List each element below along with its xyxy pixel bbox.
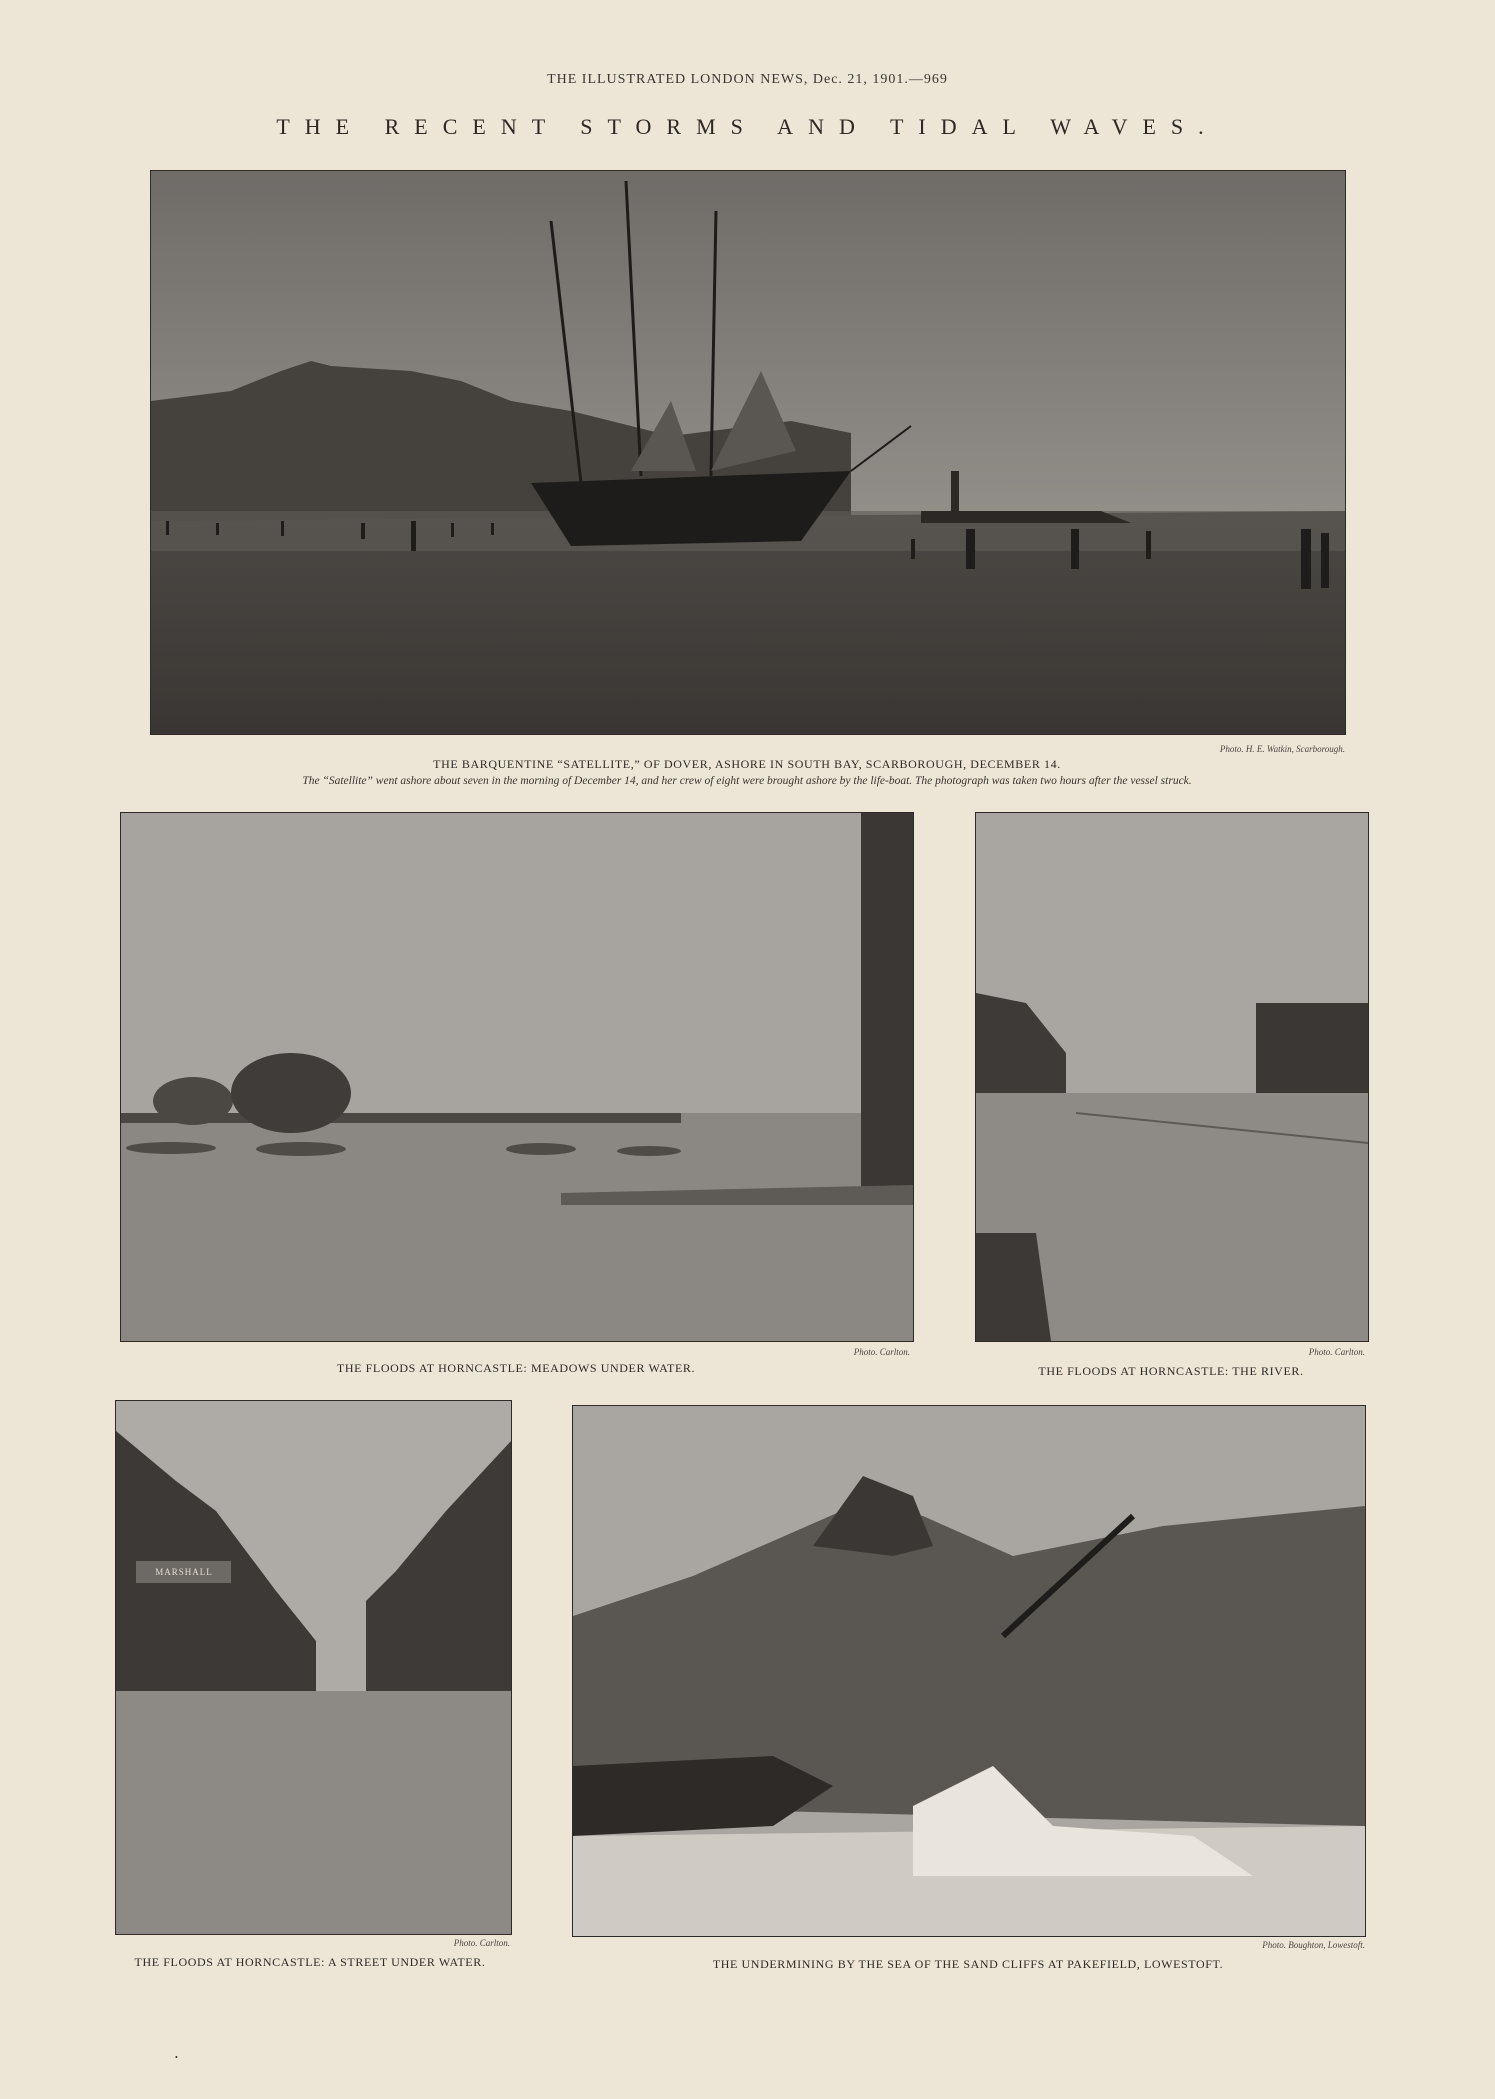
meadows-illustration [121, 813, 913, 1341]
ship-caption: THE BARQUENTINE “SATELLITE,” OF DOVER, ASHORE IN SOUTH BAY, SCARBOROUGH, DECEMBER 14. [433, 757, 1061, 771]
meadows-photo-credit: Photo. Carlton. [853, 1347, 910, 1357]
street-photo-credit: Photo. Carlton. [453, 1938, 510, 1948]
page-mark-dot: • [175, 2053, 178, 2062]
street-caption: THE FLOODS AT HORNCASTLE: A STREET UNDER WATER. [134, 1955, 486, 1969]
river-caption: THE FLOODS AT HORNCASTLE: THE RIVER. [1038, 1364, 1304, 1378]
cliffs-illustration [573, 1406, 1365, 1936]
ship-illustration [151, 171, 1345, 734]
street-illustration [116, 1401, 511, 1934]
river-illustration [976, 813, 1368, 1341]
marshall-shop-sign: MARSHALL [155, 1567, 213, 1577]
ship-photo [150, 170, 1346, 735]
cliffs-caption: THE UNDERMINING BY THE SEA OF THE SAND CLIFFS AT PAKEFIELD, LOWESTOFT. [712, 1957, 1224, 1971]
cliffs-photo-credit: Photo. Boughton, Lowestoft. [1262, 1940, 1365, 1950]
river-photo [975, 812, 1369, 1342]
ship-subcaption: The “Satellite” went ashore about seven in the morning of December 14, and her crew of eight were brought ashore by the life-boat. The photograph was taken two hours after the vessel struck. [302, 775, 1192, 787]
street-photo [115, 1400, 512, 1935]
meadows-photo [120, 812, 914, 1342]
cliffs-photo [572, 1405, 1366, 1937]
meadows-caption: THE FLOODS AT HORNCASTLE: MEADOWS UNDER WATER. [336, 1361, 696, 1375]
masthead: THE ILLUSTRATED LONDON NEWS, Dec. 21, 1901.—969 [547, 72, 948, 87]
river-photo-credit: Photo. Carlton. [1308, 1347, 1365, 1357]
ship-photo-credit: Photo. H. E. Watkin, Scarborough. [1219, 744, 1345, 754]
page-headline: THE RECENT STORMS AND TIDAL WAVES. [276, 114, 1219, 139]
